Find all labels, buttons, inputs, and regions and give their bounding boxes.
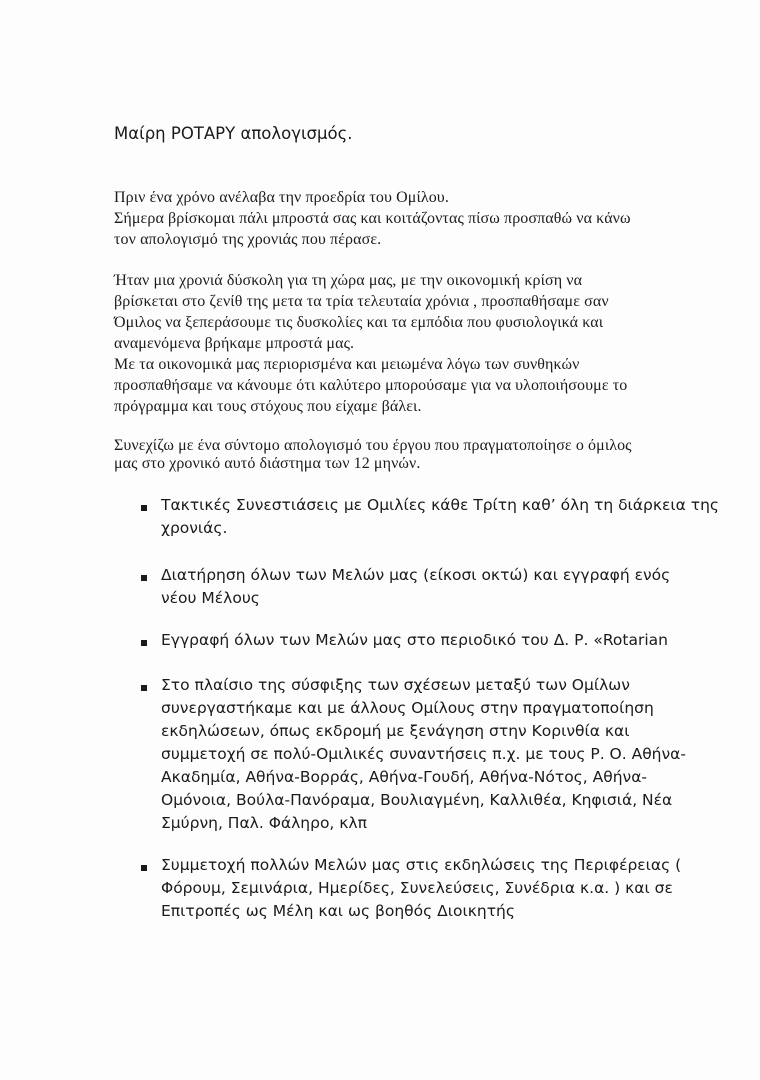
bullet-text-line: συμμετοχή σε πολύ-Ομιλικές συναντήσεις π.χ. με τους Ρ. Ο. Αθήνα- [161, 745, 686, 763]
bullet-text-line: Φόρουμ, Σεμινάρια, Ημερίδες, Συνελεύσεις, Συνέδρια κ.α. ) και σε [161, 879, 673, 897]
bullet-square-icon [141, 505, 147, 511]
paragraph-line: Όμιλος να ξεπεράσουμε τις δυσκολίες και τα εμπόδια που φυσιολογικά και [114, 314, 604, 331]
bullet-text-line: Τακτικές Συνεστιάσεις με Ομιλίες κάθε Τρίτη καθ’ όλη τη διάρκεια της [161, 496, 720, 514]
intro-line: τον απολογισμό της χρονιάς που πέρασε. [114, 231, 382, 248]
bullet-text-line: Ακαδημία, Αθήνα-Βορράς, Αθήνα-Γουδή, Αθήνα-Νότος, Αθήνα- [161, 768, 648, 786]
bullet-text-line: εκδηλώσεων, όπως εκδρομή με ξενάγηση στην Κορινθία και [161, 722, 630, 740]
intro-line: Σήμερα βρίσκομαι πάλι μπροστά σας και κοιτάζοντας πίσω προσπαθώ να κάνω [114, 210, 631, 227]
paragraph-line: βρίσκεται στο ζενίθ της μετα τα τρία τελευταία χρόνια , προσπαθήσαμε σαν [114, 293, 609, 310]
bullet-text-line: Σμύρνη, Παλ. Φάληρο, κλπ [161, 814, 367, 832]
bullet-text-line: Επιτροπές ως Μέλη και ως βοηθός Διοικητής [161, 902, 515, 920]
bullet-square-icon [141, 685, 147, 691]
bullet-text-line: νέου Μέλους [161, 589, 260, 607]
paragraph-line: προσπαθήσαμε να κάνουμε ότι καλύτερο μπορούσαμε για να υλοποιήσουμε το [114, 377, 628, 394]
paragraph-line: πρόγραμμα και τους στόχους που είχαμε βάλει. [114, 398, 422, 415]
bullet-text-line: Εγγραφή όλων των Μελών μας στο περιοδικό του Δ. Ρ. «Rotarian [161, 631, 668, 649]
paragraph-line: Συνεχίζω με ένα σύντομο απολογισμό του έργου που πραγματοποίησε ο όμιλος [114, 437, 632, 454]
paragraph-line: αναμενόμενα βρήκαμε μπροστά μας. [114, 335, 355, 352]
bullet-text-line: Συμμετοχή πολλών Μελών μας στις εκδηλώσεις της Περιφέρειας ( [161, 856, 682, 874]
bullet-square-icon [141, 640, 147, 646]
bullet-text-line: Ομόνοια, Βούλα-Πανόραμα, Βουλιαγμένη, Καλλιθέα, Κηφισιά, Νέα [161, 791, 673, 809]
bullet-square-icon [141, 865, 147, 871]
paragraph-line: Με τα οικονομικά μας περιορισμένα και μειωμένα λόγω των συνθηκών [114, 356, 580, 373]
bullet-text-line: χρονιάς. [161, 519, 228, 537]
paragraph-line: Ήταν μια χρονιά δύσκολη για τη χώρα μας, με την οικονομική κρίση να [114, 272, 583, 289]
bullet-text-line: Στο πλαίσιο της σύσφιξης των σχέσεων μεταξύ των Ομίλων [161, 676, 630, 694]
intro-line: Πριν ένα χρόνο ανέλαβα την προεδρία του Ομίλου. [114, 189, 449, 206]
bullet-text-line: συνεργαστήκαμε και με άλλους Ομίλους στην πραγματοποίηση [161, 699, 654, 717]
paragraph-line: μας στο χρονικό αυτό διάστημα των 12 μηνών. [114, 455, 421, 472]
bullet-text-line: Διατήρηση όλων των Μελών μας (είκοσι οκτώ) και εγγραφή ενός [161, 566, 671, 584]
document-title: Μαίρη ΡΟΤΑΡΥ απολογισμός. [114, 124, 353, 143]
bullet-square-icon [141, 575, 147, 581]
